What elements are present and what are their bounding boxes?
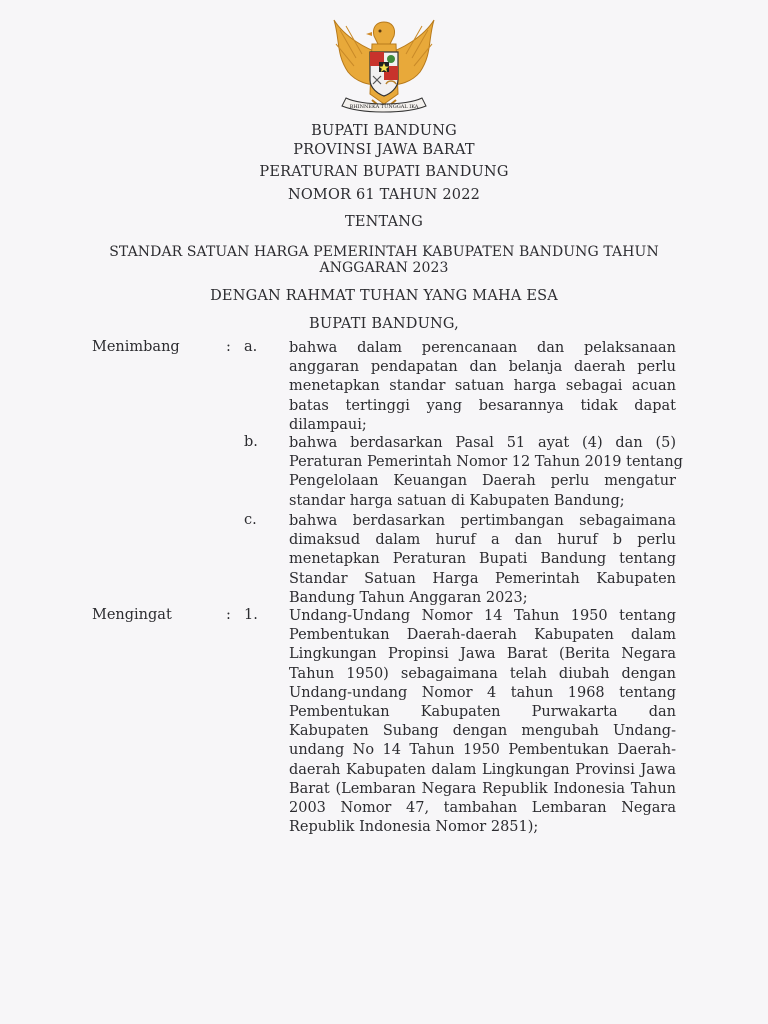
text-line: 2003 Nomor 47, tambahan Lembaran Negara bbox=[289, 800, 676, 817]
text-line: bahwa dalam perencanaan dan pelaksanaan bbox=[289, 340, 676, 356]
text-line: daerah Kabupaten dalam Lingkungan Provinsi Jawa bbox=[289, 761, 676, 778]
text-line: Peraturan Pemerintah Nomor 12 Tahun 2019 tentang bbox=[289, 454, 683, 471]
header-province: PROVINSI JAWA BARAT bbox=[293, 142, 475, 158]
menimbang-colon: : bbox=[226, 339, 231, 355]
text-line: bahwa berdasarkan Pasal 51 ayat (4) dan (5) bbox=[289, 435, 676, 451]
text-line: Undang-Undang Nomor 14 Tahun 1950 tentang bbox=[289, 608, 676, 624]
text-line: Standar Satuan Harga Pemerintah Kabupaten bbox=[289, 570, 676, 587]
text-line: Kabupaten Subang dengan mengubah Undang- bbox=[289, 723, 676, 740]
text-line: Bandung Tahun Anggaran 2023; bbox=[289, 589, 528, 606]
menimbang-item-c bbox=[289, 512, 676, 608]
text-line: dilampaui; bbox=[289, 416, 367, 433]
menimbang-marker-b: b. bbox=[244, 434, 258, 450]
invocation: DENGAN RAHMAT TUHAN YANG MAHA ESA bbox=[210, 288, 558, 304]
text-line: batas tertinggi yang besarannya tidak dapat bbox=[289, 397, 676, 414]
mengingat-marker-1: 1. bbox=[244, 607, 258, 623]
text-line: Barat (Lembaran Negara Republik Indonesia Tahun bbox=[289, 780, 676, 797]
text-line: menetapkan standar satuan harga sebagai acuan bbox=[289, 378, 676, 395]
text-line: Lingkungan Propinsi Jawa Barat (Berita Negara bbox=[289, 646, 676, 663]
mengingat-colon: : bbox=[226, 607, 231, 623]
regulation-title-line-2: ANGGARAN 2023 bbox=[319, 260, 449, 276]
menimbang-item-a bbox=[289, 339, 676, 435]
text-line: Pembentukan Kabupaten Purwakarta dan bbox=[289, 704, 676, 721]
text-line: undang No 14 Tahun 1950 Pembentukan Daerah- bbox=[289, 742, 676, 759]
header-number: NOMOR 61 TAHUN 2022 bbox=[287, 187, 481, 203]
menimbang-marker-c: c. bbox=[244, 512, 257, 528]
header-about: TENTANG bbox=[345, 214, 423, 230]
text-line: menetapkan Peraturan Bupati Bandung tentang bbox=[289, 551, 676, 568]
text-line: Undang-undang Nomor 4 tahun 1968 tentang bbox=[289, 684, 676, 701]
regulation-title-line-1: STANDAR SATUAN HARGA PEMERINTAH KABUPATEN BANDUNG TAHUN bbox=[109, 244, 659, 260]
header-regulation: PERATURAN BUPATI BANDUNG bbox=[259, 164, 509, 180]
mengingat-label: Mengingat bbox=[92, 607, 172, 623]
header-regent: BUPATI BANDUNG bbox=[311, 123, 457, 139]
menimbang-marker-a: a. bbox=[244, 339, 258, 355]
menimbang-label: Menimbang bbox=[92, 339, 180, 355]
text-line: Pembentukan Daerah-daerah Kabupaten dalam bbox=[289, 627, 676, 644]
text-line: standar harga satuan di Kabupaten Bandung; bbox=[289, 492, 625, 509]
text-line: Tahun 1950) sebagaimana telah diubah dengan bbox=[289, 665, 676, 682]
text-line: Pengelolaan Keuangan Daerah perlu mengatur bbox=[289, 473, 676, 490]
svg-text:BHINNEKA TUNGGAL IKA: BHINNEKA TUNGGAL IKA bbox=[349, 104, 419, 110]
text-line: Republik Indonesia Nomor 2851); bbox=[289, 819, 539, 836]
menimbang-item-b bbox=[289, 434, 683, 511]
official-title: BUPATI BANDUNG, bbox=[308, 316, 459, 332]
text-line: dimaksud dalam huruf a dan huruf b perlu bbox=[289, 532, 676, 549]
text-line: anggaran pendapatan dan belanja daerah perlu bbox=[289, 359, 676, 376]
garuda-emblem-icon bbox=[326, 14, 442, 118]
text-line: bahwa berdasarkan pertimbangan sebagaimana bbox=[289, 513, 676, 529]
mengingat-item-1 bbox=[289, 607, 676, 837]
